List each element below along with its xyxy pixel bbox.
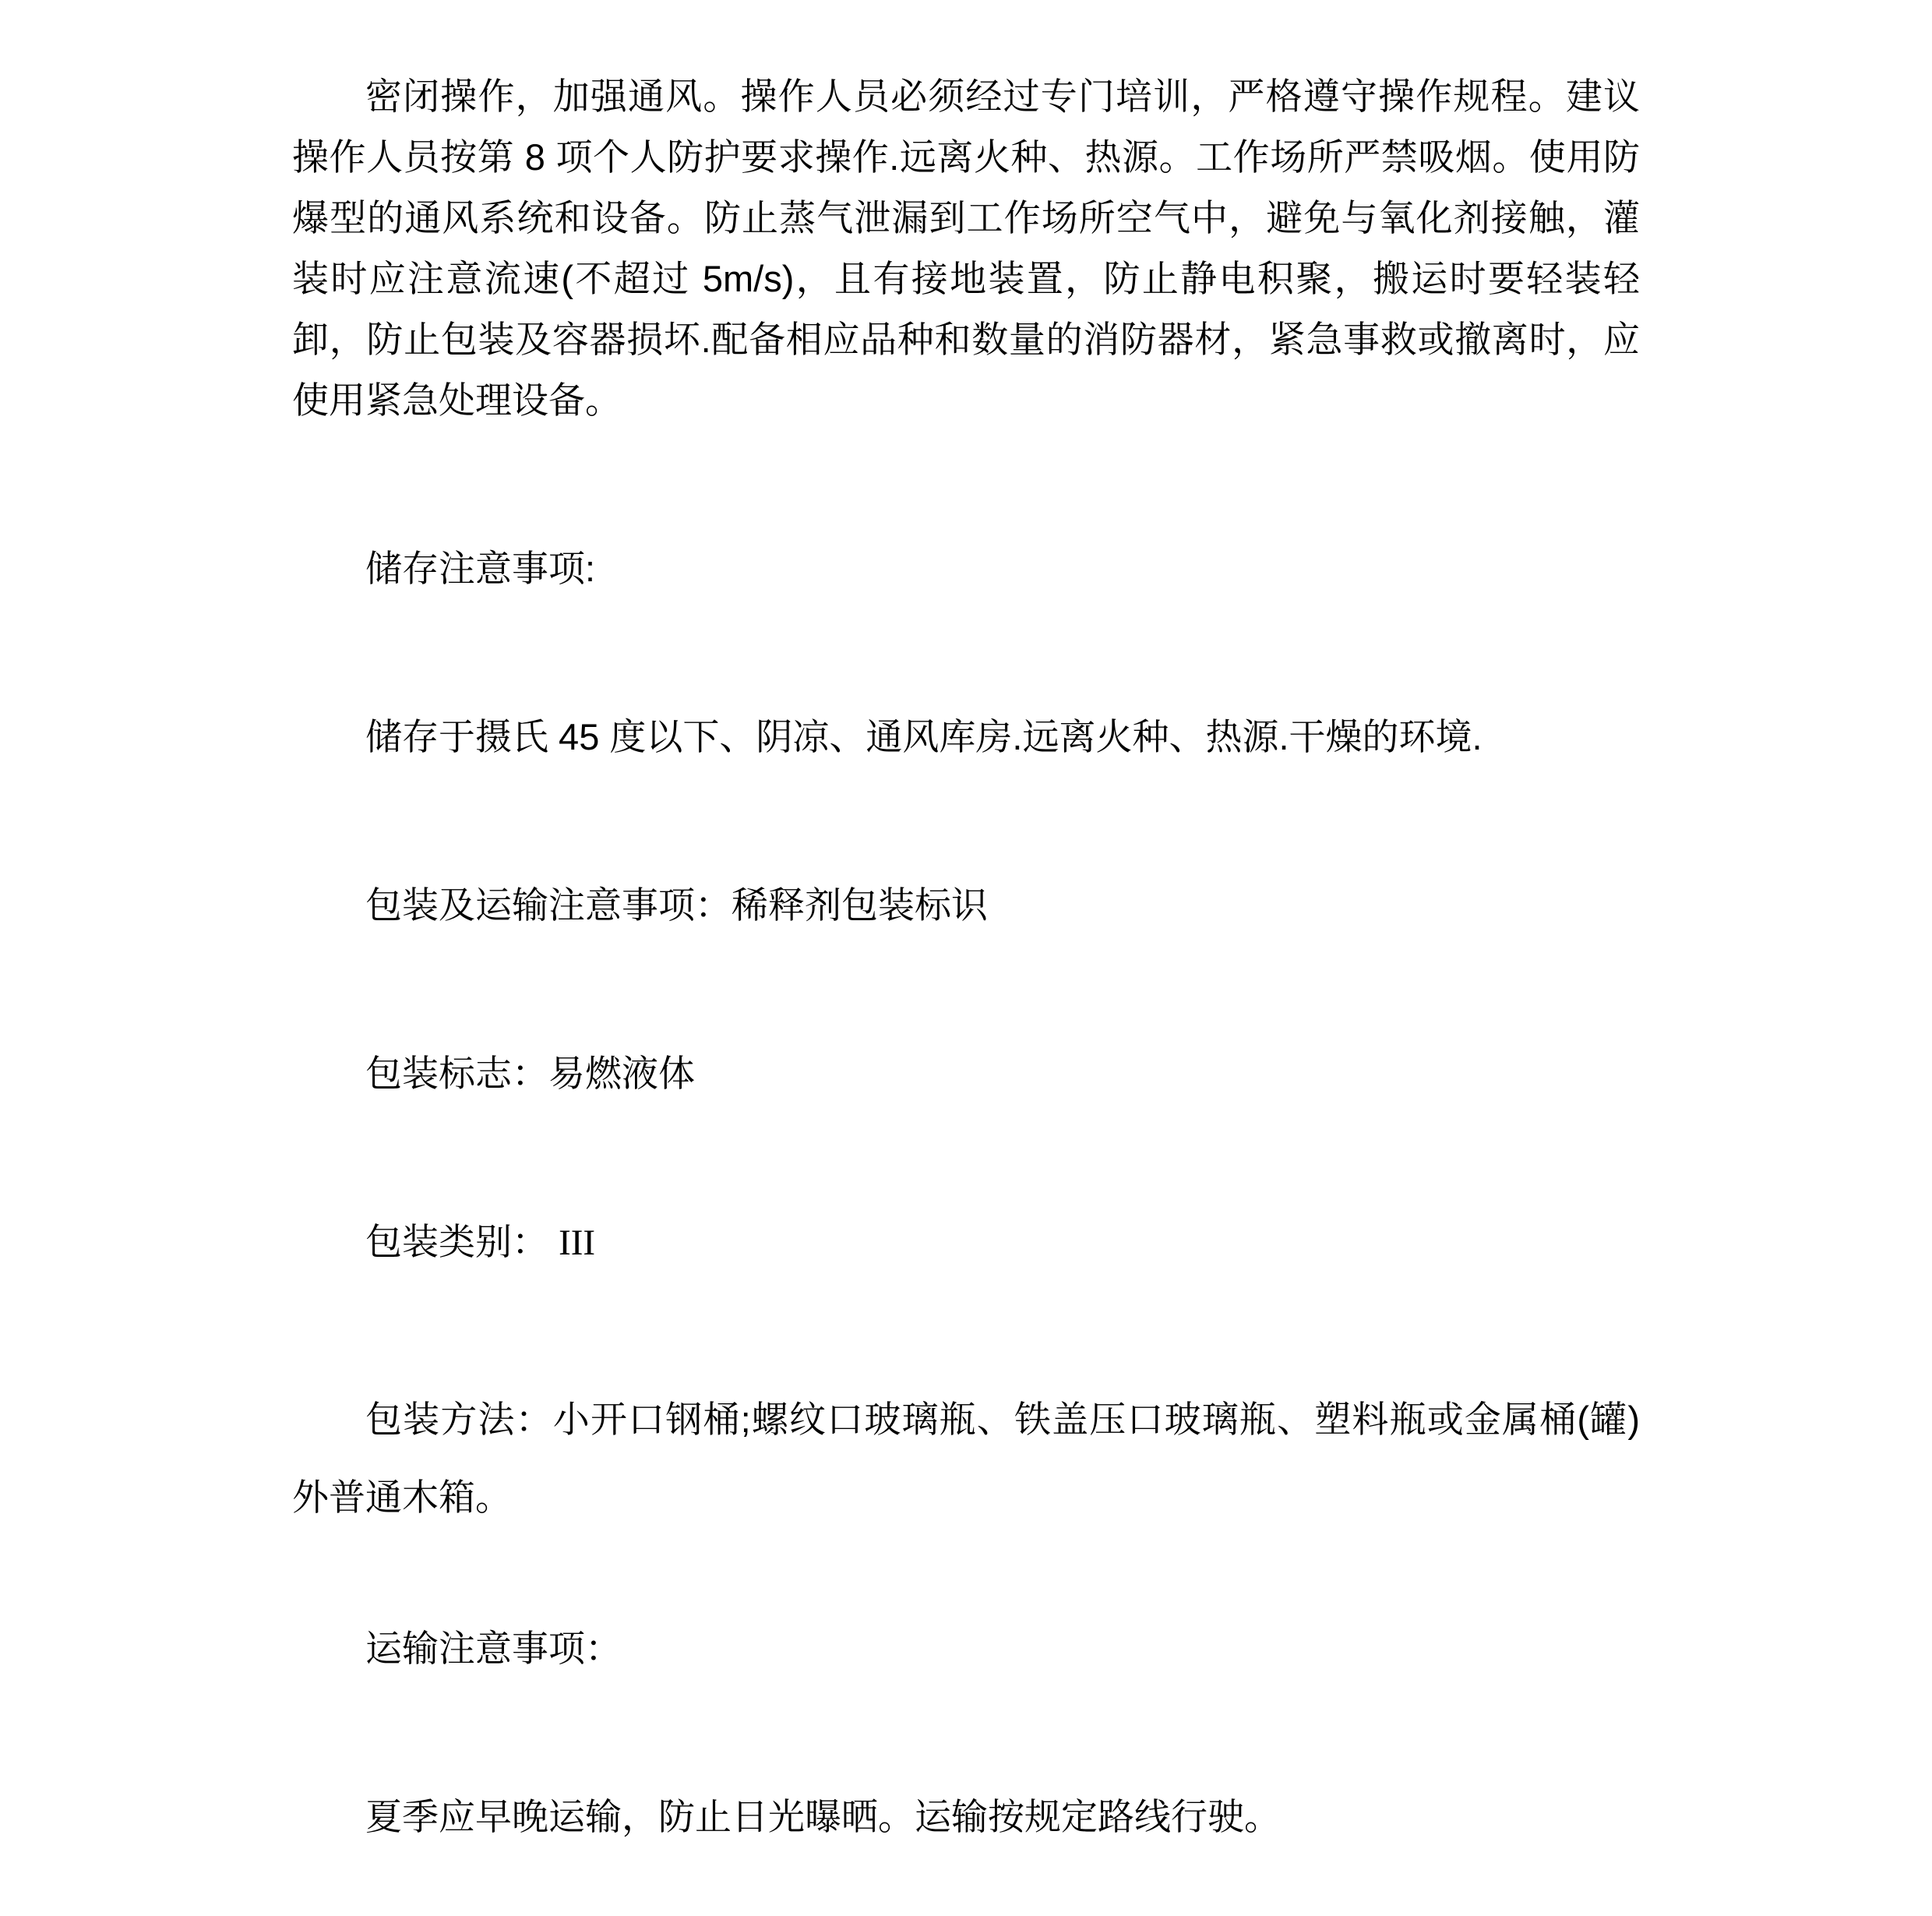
packing-class-label: 包装类别：	[365, 1221, 559, 1262]
packing-mark-line: 包装标志：易燃液体	[365, 1053, 695, 1094]
transport-heading: 运输注意事项：	[365, 1628, 622, 1669]
operation-precautions-paragraph: 密闭操作，加强通风。操作人员必须经过专门培训，严格遵守操作规程。建议操作人员按第 8 项个人防护要求操作.远离火种、热源。工作场所严禁吸烟。使用防爆型的通风系统和设备。防止蒸气泄漏到工作场所空气中，避免与氧化剂接触，灌装时应注意流速(不超过 5m/s)，且有接地装置，防止静电积聚，搬运时要轻装轻卸，防止包装及容器损坏.配备相应品种和数量的消防器材，紧急事救或撤离时，应使用紧急处理设备。	[292, 76, 1640, 421]
packing-class-value: III	[559, 1223, 596, 1263]
packing-class-line	[292, 1212, 1640, 1273]
packing-transport-heading: 包装及运输注意事项：稀释剂包装标识	[365, 884, 988, 926]
storage-body: 储存于摄氏 45 度以下、阴凉、通风库房.远离火种、热源.干燥的环境.	[365, 716, 1482, 757]
storage-heading: 储存注意事项:	[365, 548, 596, 589]
packing-method-paragraph: 包装方法：小开口钢桶;螺纹口玻璃瓶、铁盖压口玻璃瓶、塑料瓶或金属桶(罐)外普通木箱。	[292, 1399, 1640, 1518]
transport-body: 夏季应早晚运输，防止日光曝晒。运输按规定路线行驶。	[365, 1796, 1281, 1837]
